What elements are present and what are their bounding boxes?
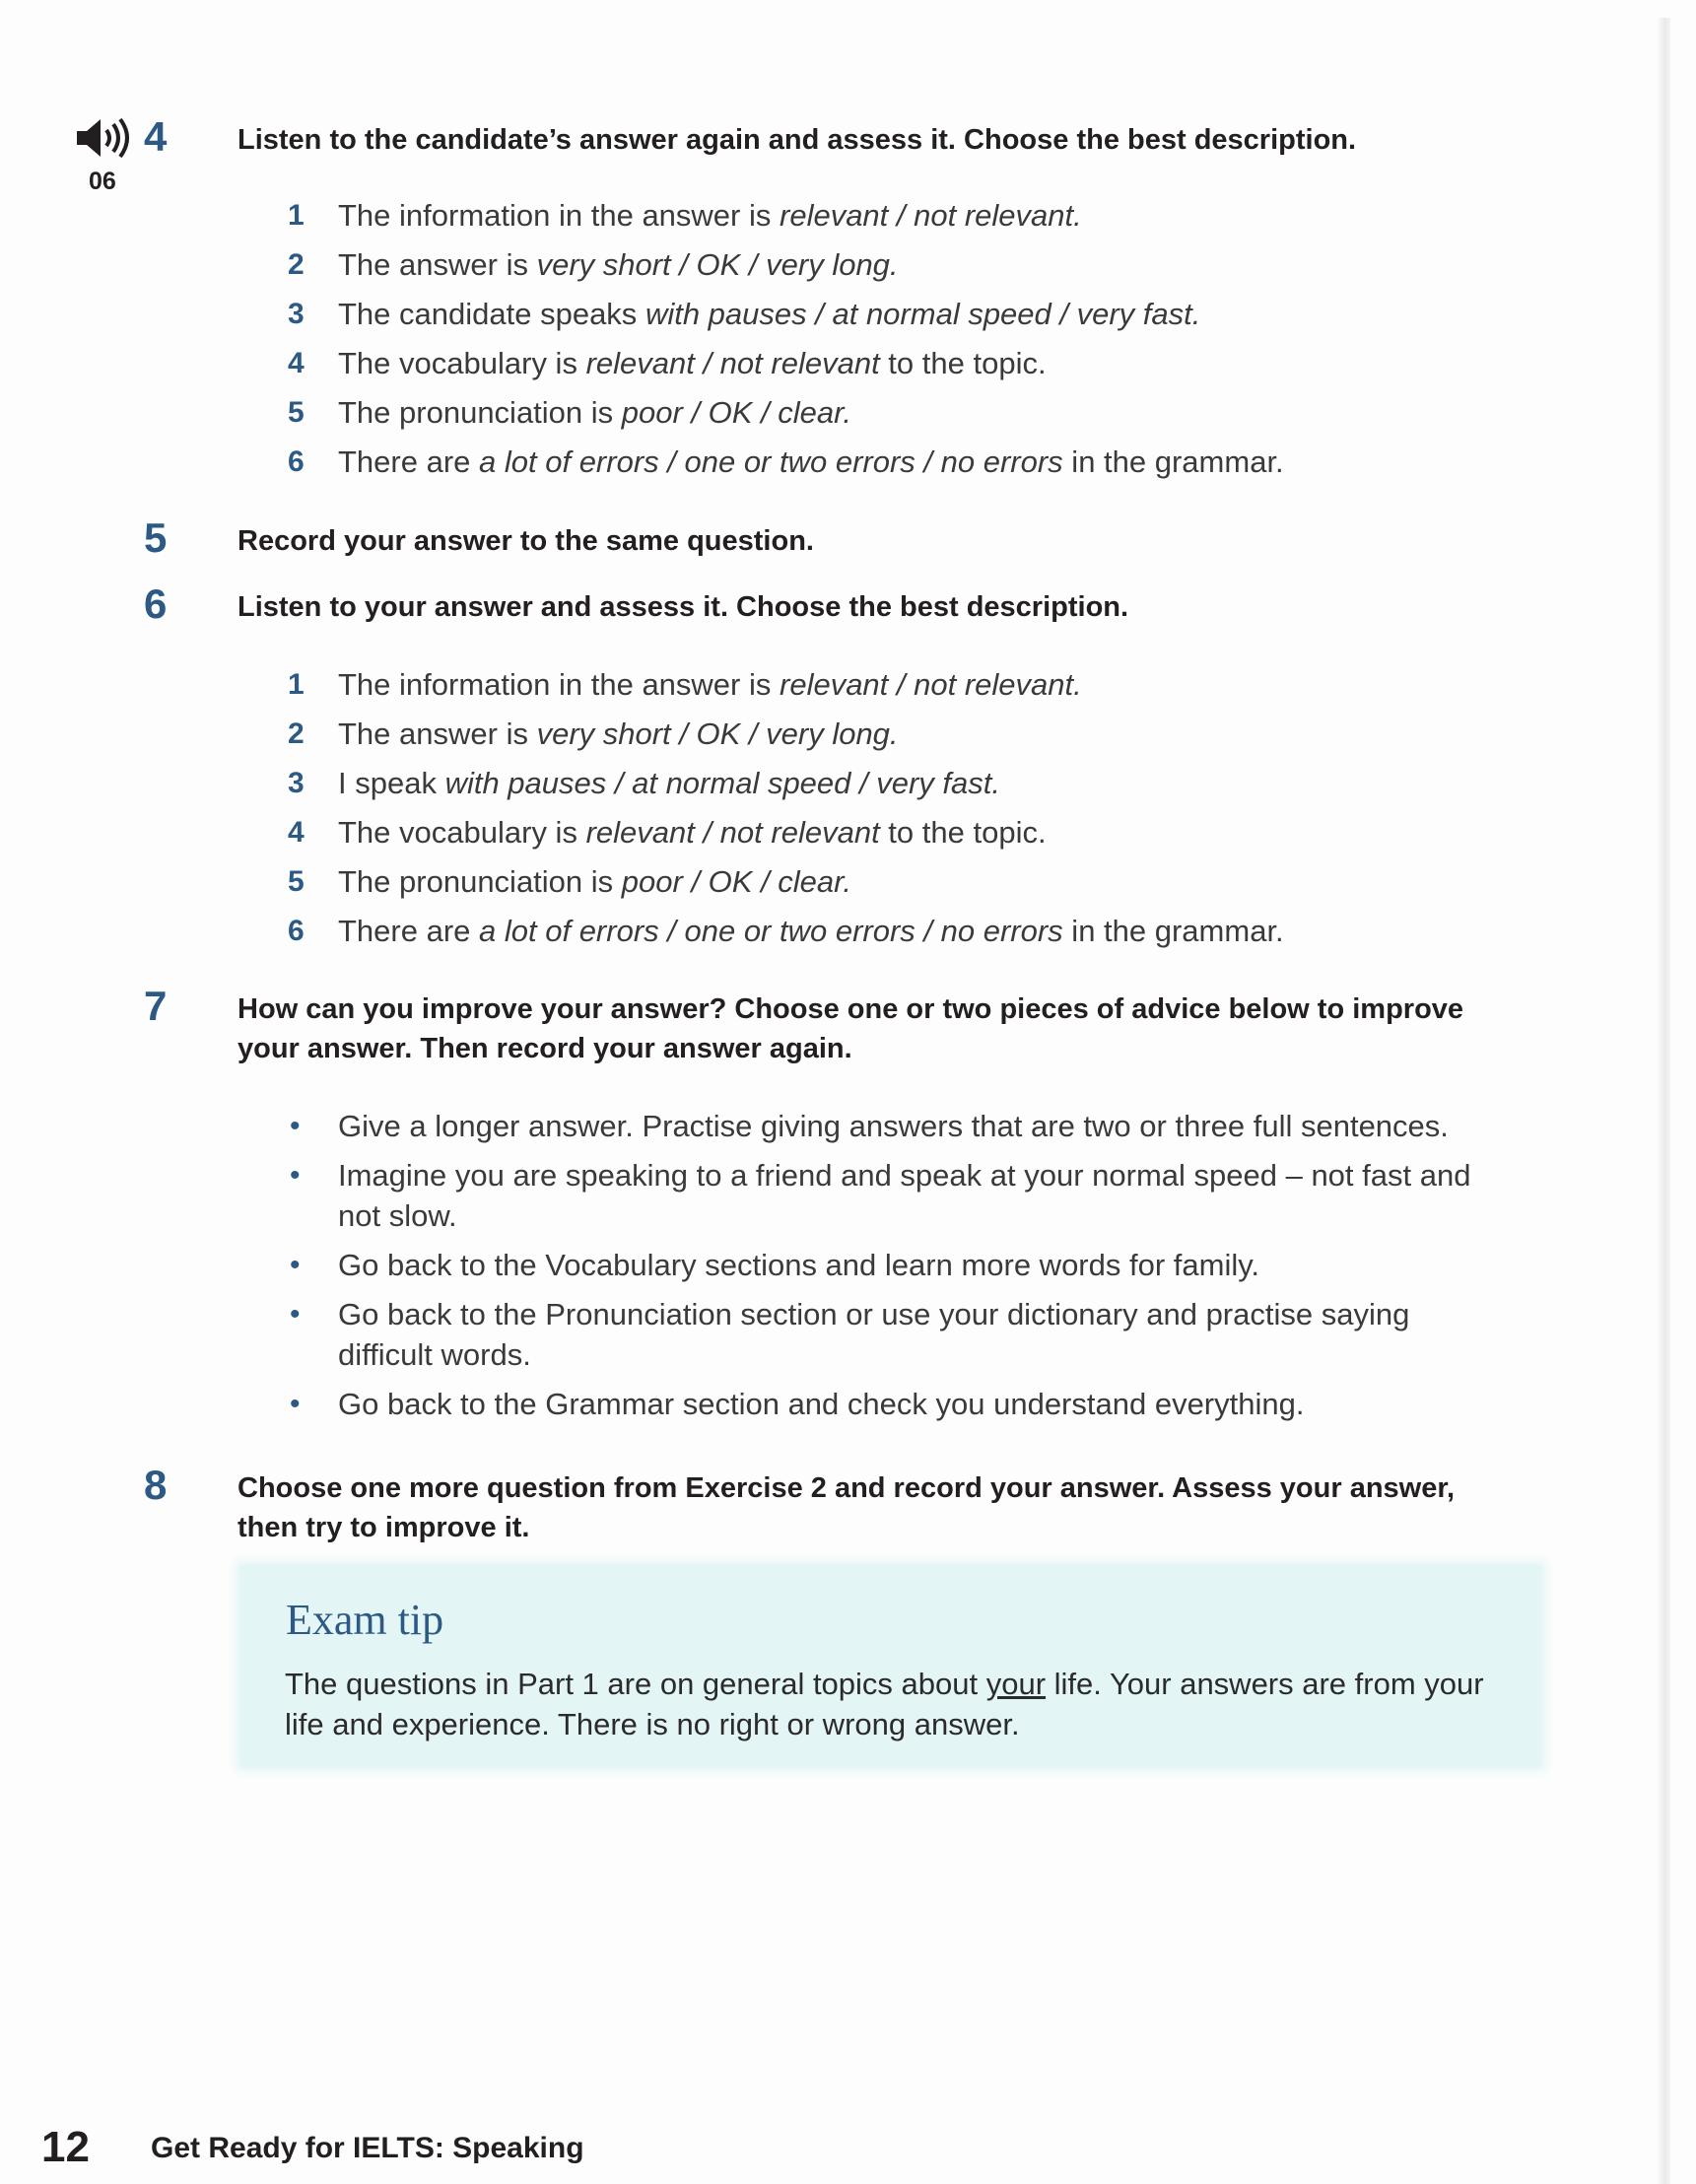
advice-item [0, 1294, 1491, 1375]
item-number: 6 [288, 915, 305, 947]
item-text-pre: The answer is [338, 717, 537, 751]
item-text [338, 660, 1082, 710]
bullet-icon: • [290, 1110, 301, 1142]
exercise-7-advice-list [0, 1106, 1491, 1433]
item-text-pre: The vocabulary is [338, 346, 586, 380]
advice-text: Go back to the Vocabulary sections and learn more words for family. [338, 1248, 1260, 1282]
advice-text: Go back to the Pronunciation section or use your dictionary and practise saying difficult words. [338, 1297, 1410, 1372]
item-text-pre: The pronunciation is [338, 864, 622, 899]
page-number: 12 [41, 2123, 90, 2171]
exercise-instruction: Choose one more question from Exercise 2 and record your answer. Assess your answer, then try to improve it. [237, 1472, 1456, 1543]
item-text-pre: The answer is [338, 247, 537, 282]
item-text-pre: There are [338, 444, 480, 479]
item-options: a lot of errors / one or two errors / no errors [479, 914, 1063, 948]
advice-item [0, 1106, 1491, 1146]
exam-tip-underlined: your [985, 1667, 1047, 1701]
item-options: poor / OK / clear. [621, 864, 851, 899]
item-options: a lot of errors / one or two errors / no errors [479, 444, 1063, 479]
exercise-instruction: Listen to the candidate’s answer again and assess it. Choose the best description. [237, 124, 1357, 156]
bullet-icon: • [290, 1159, 301, 1192]
item-number: 5 [288, 865, 305, 898]
bullet-icon: • [290, 1298, 301, 1331]
item-text-pre: The candidate speaks [338, 297, 645, 331]
item-text-pre: The pronunciation is [338, 395, 622, 430]
item-number: 1 [288, 199, 305, 232]
item-number: 5 [288, 396, 305, 429]
item-text [338, 290, 1200, 339]
page-edge-shadow [1657, 18, 1670, 2184]
item-number: 4 [288, 816, 305, 849]
item-number: 1 [288, 668, 305, 701]
item-text-pre: The information in the answer is [338, 667, 780, 702]
advice-text: Imagine you are speaking to a friend and speak at your normal speed – not fast and not slow. [338, 1158, 1471, 1233]
item-text [338, 710, 899, 759]
item-options: relevant / not relevant. [780, 198, 1082, 233]
bullet-icon: • [290, 1249, 301, 1281]
item-text-pre: There are [338, 914, 480, 948]
exercise-number: 5 [144, 514, 168, 561]
exercise-instruction: How can you improve your answer? Choose one or two pieces of advice below to improve your answer. Then record your answer again. [237, 993, 1464, 1064]
item-text [338, 339, 1047, 388]
item-options: with pauses / at normal speed / very fast. [444, 766, 1000, 800]
exam-tip-text-before: The questions in Part 1 are on general topics about [285, 1667, 986, 1701]
item-options: poor / OK / clear. [621, 395, 851, 430]
item-text-post: in the grammar. [1062, 914, 1284, 948]
audio-track-number: 06 [89, 168, 116, 195]
item-text-post: to the topic. [879, 815, 1047, 850]
exercise-number: 7 [144, 983, 168, 1029]
item-text [338, 388, 851, 438]
exercise-number: 8 [144, 1462, 168, 1508]
exam-tip-title: Exam tip [286, 1596, 444, 1644]
exercise-instruction: Record your answer to the same question. [237, 525, 814, 557]
advice-item [0, 1155, 1491, 1236]
advice-item [0, 1384, 1491, 1424]
item-text [338, 808, 1047, 857]
item-number: 2 [288, 248, 305, 281]
item-number: 4 [288, 347, 305, 379]
item-text-pre: The information in the answer is [338, 198, 780, 233]
item-number: 2 [288, 717, 305, 750]
exam-tip-text-after: life. Your answers are from your life and experience. There is no right or wrong answer. [285, 1667, 1484, 1741]
item-text-post: to the topic. [879, 346, 1047, 380]
bullet-icon: • [290, 1388, 301, 1420]
item-number: 3 [288, 767, 305, 799]
item-options: relevant / not relevant. [780, 667, 1082, 702]
advice-item [0, 1245, 1491, 1285]
speaker-icon[interactable] [75, 116, 144, 160]
exercise-number: 4 [144, 113, 168, 160]
advice-text: Go back to the Grammar section and check you understand everything. [338, 1387, 1305, 1421]
item-text-pre: The vocabulary is [338, 815, 586, 850]
item-options: with pauses / at normal speed / very fast. [644, 297, 1201, 331]
item-text [338, 759, 1000, 808]
exercise-instruction: Listen to your answer and assess it. Choose the best description. [237, 591, 1129, 623]
exam-tip-box [239, 1565, 1542, 1767]
item-options: very short / OK / very long. [536, 247, 899, 282]
item-number: 3 [288, 298, 305, 330]
exercise-number: 6 [144, 580, 168, 627]
item-options: relevant / not relevant [585, 815, 880, 850]
item-text [338, 438, 1284, 487]
exam-tip-text [285, 1664, 1517, 1744]
book-title: Get Ready for IELTS: Speaking [151, 2132, 584, 2164]
item-options: relevant / not relevant [585, 346, 880, 380]
item-text [338, 907, 1284, 956]
item-options: very short / OK / very long. [536, 717, 899, 751]
item-text [338, 191, 1082, 240]
item-text-post: in the grammar. [1062, 444, 1284, 479]
advice-text: Give a longer answer. Practise giving answers that are two or three full sentences. [338, 1109, 1449, 1143]
item-number: 6 [288, 445, 305, 478]
item-text-pre: I speak [338, 766, 445, 800]
item-text [338, 240, 899, 290]
item-text [338, 857, 851, 907]
